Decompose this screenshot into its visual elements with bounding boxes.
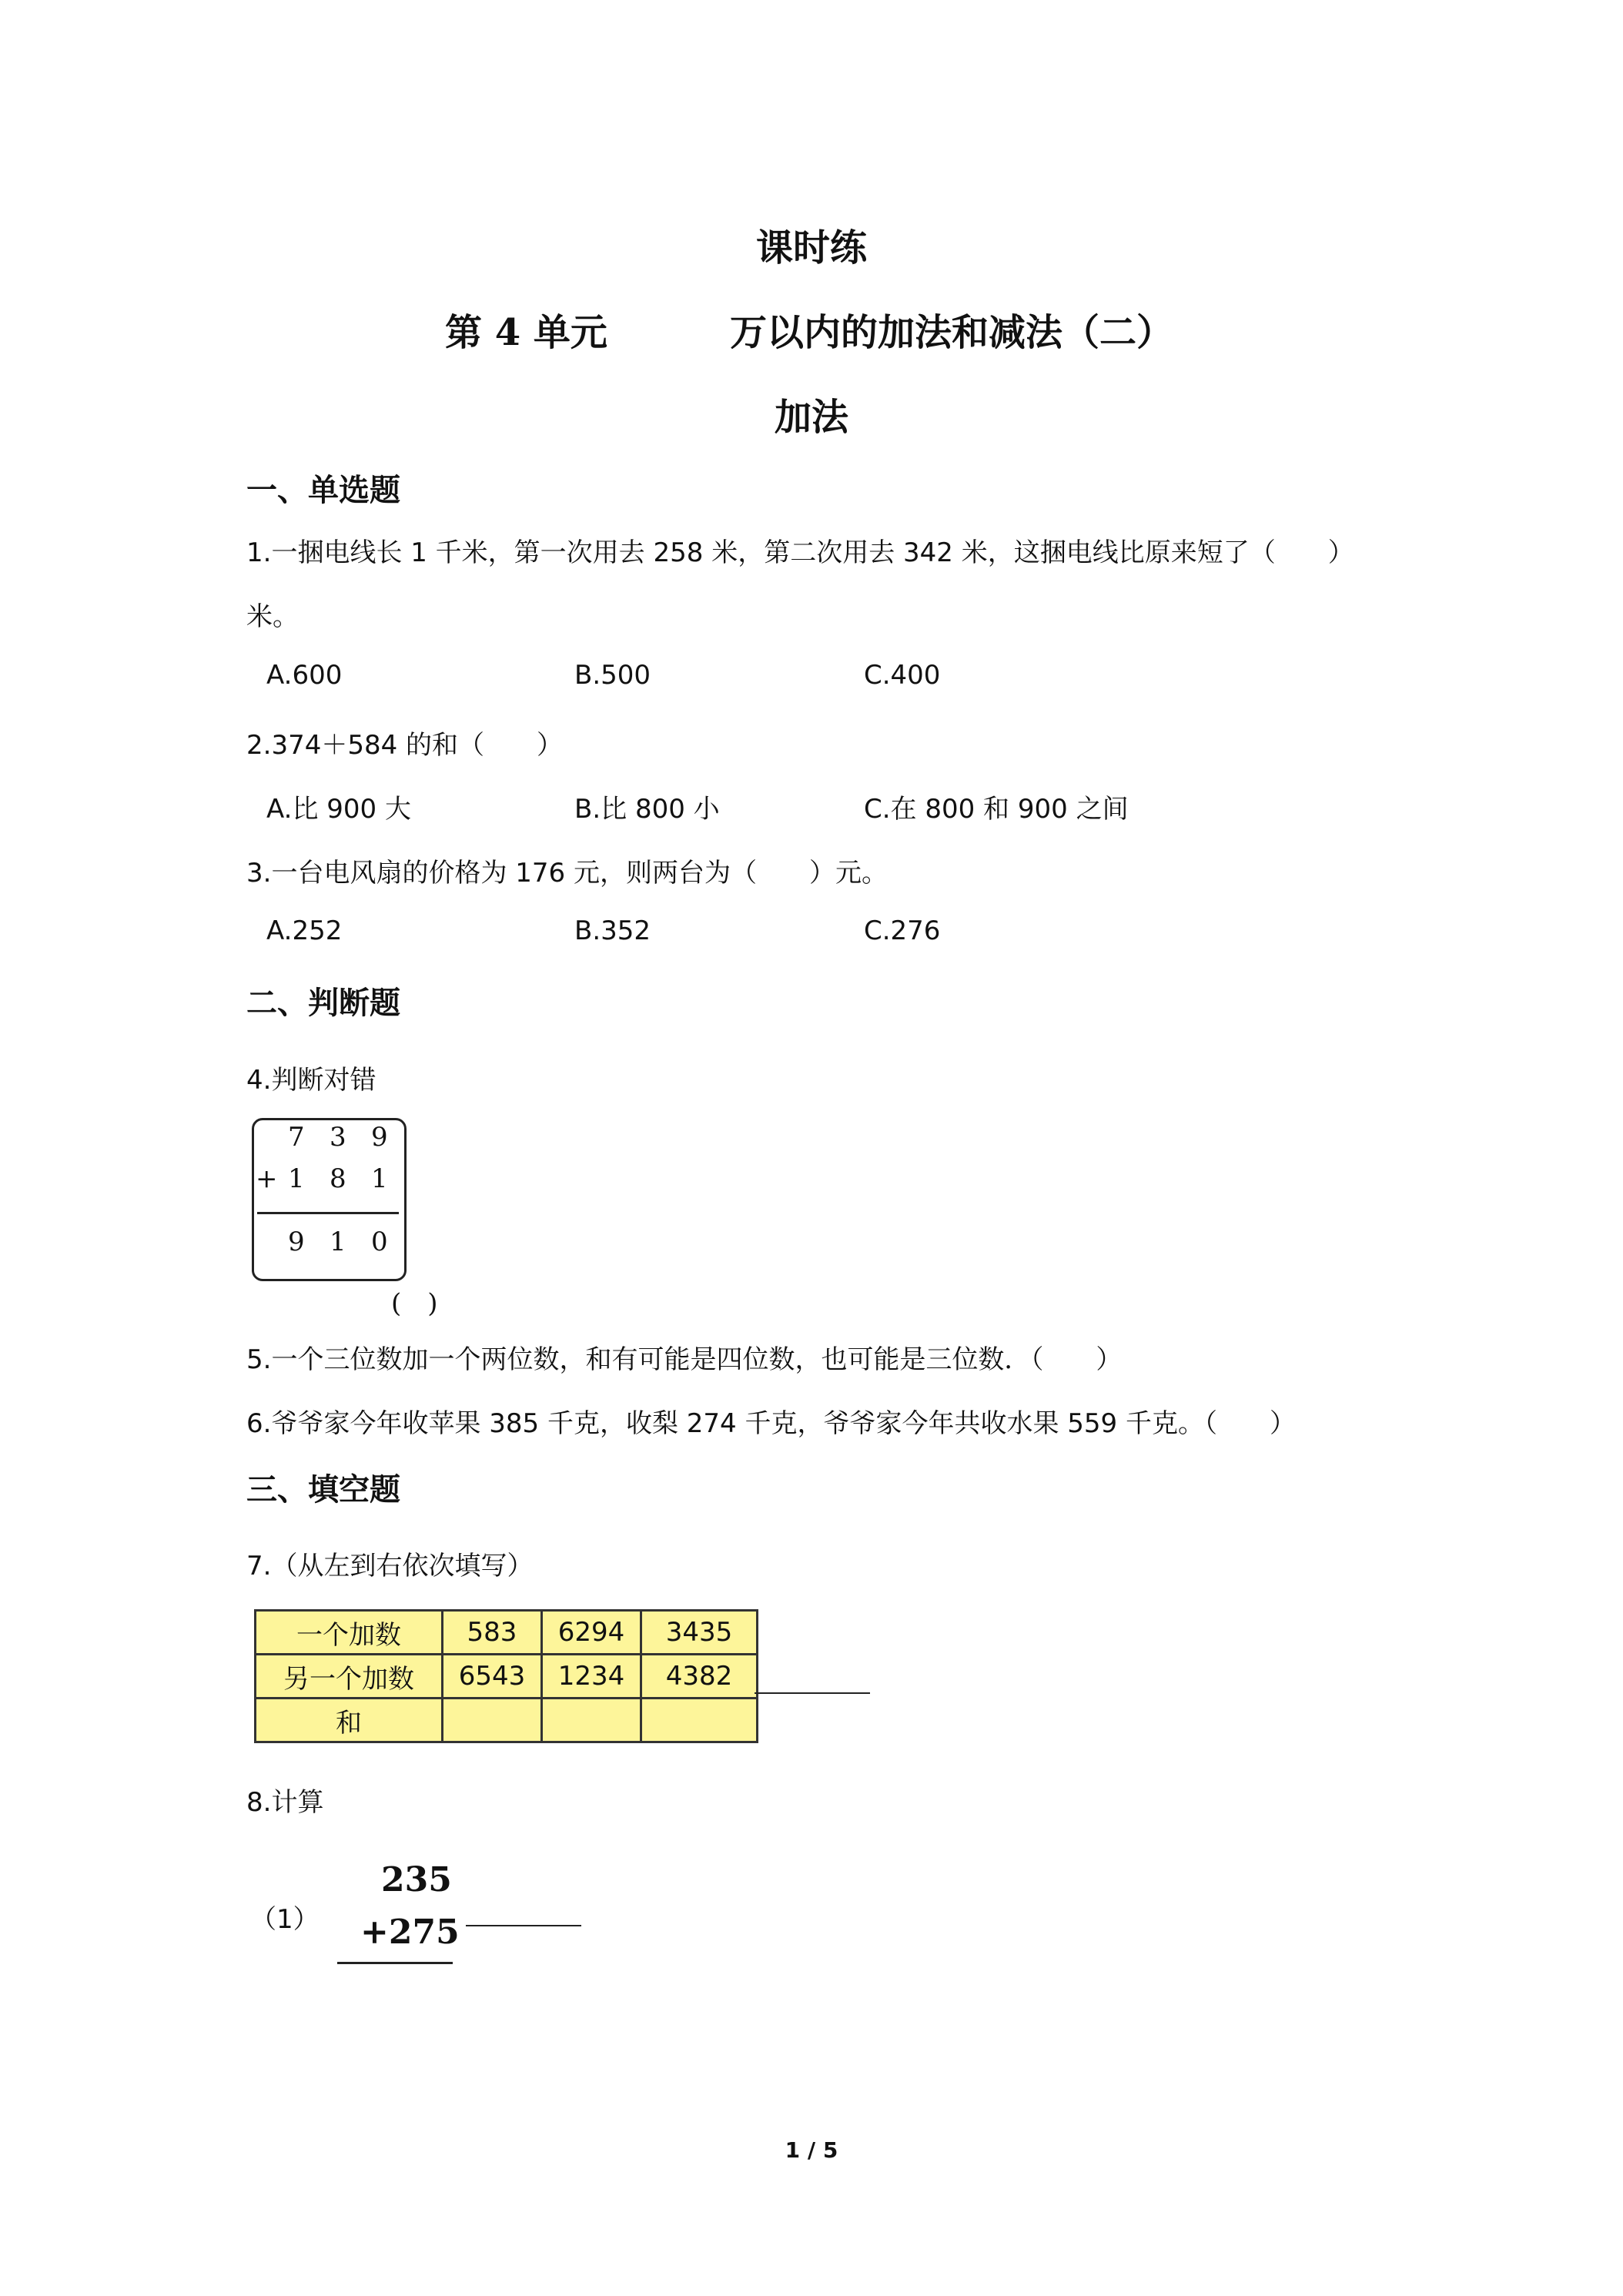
q1-option-c[interactable]: C.400 [864, 660, 941, 691]
digit: 7 [288, 1122, 305, 1153]
question-6: 6.爷爷家今年收苹果 385 千克，收梨 274 千克，爷爷家今年共收水果 559 千克。（ ） [246, 1408, 1296, 1439]
digit: 8 [330, 1163, 346, 1194]
table-cell: 1234 [542, 1655, 641, 1699]
calc-bottom-number: +275 [360, 1913, 460, 1952]
table-cell: 3435 [641, 1611, 758, 1655]
digit: 1 [330, 1227, 346, 1257]
section-heading-fill-blank: 三、填空题 [246, 1471, 400, 1508]
vertical-addition-box [252, 1118, 407, 1281]
unit-title: 万以内的加法和减法（二） [730, 311, 1174, 354]
unit-label: 第 4 单元 [445, 311, 607, 354]
page-number: 1 / 5 [785, 2137, 838, 2163]
plus-sign: + [256, 1163, 278, 1194]
row-header: 和 [256, 1699, 443, 1742]
calc-sum-line [337, 1962, 453, 1964]
q2-option-a[interactable]: A.比 900 大 [266, 794, 411, 825]
digit: 0 [371, 1227, 388, 1257]
row-header: 另一个加数 [256, 1655, 443, 1699]
q8-answer-blank[interactable] [466, 1925, 581, 1926]
q3-option-a[interactable]: A.252 [266, 915, 343, 946]
question-1-line2: 米。 [246, 601, 299, 632]
digit: 9 [288, 1227, 305, 1257]
question-4: 4.判断对错 [246, 1065, 376, 1096]
lesson-title: 加法 [774, 396, 848, 439]
table-row [256, 1655, 758, 1699]
worksheet-title: 课时练 [755, 226, 867, 269]
digit: 1 [371, 1163, 388, 1194]
question-5: 5.一个三位数加一个两位数，和有可能是四位数，也可能是三位数．（ ） [246, 1344, 1123, 1375]
digit: 1 [288, 1163, 305, 1194]
table-row [256, 1699, 758, 1742]
q1-option-a[interactable]: A.600 [266, 660, 343, 691]
sum-line [257, 1212, 399, 1214]
answer-cell[interactable] [641, 1699, 758, 1742]
question-8: 8.计算 [246, 1787, 324, 1818]
question-1-line1: 1.一捆电线长 1 千米，第一次用去 258 米，第二次用去 342 米，这捆电线比原来短了（ ） [246, 537, 1354, 568]
digit: 9 [371, 1122, 388, 1153]
row-header: 一个加数 [256, 1611, 443, 1655]
question-2: 2.374＋584 的和（ ） [246, 730, 564, 761]
section-heading-true-false: 二、判断题 [246, 985, 400, 1021]
calc-label: （1） [250, 1904, 320, 1935]
table-row [256, 1611, 758, 1655]
q3-option-c[interactable]: C.276 [864, 915, 941, 946]
q4-answer-bracket[interactable]: ( ) [391, 1288, 438, 1319]
section-heading-single-choice: 一、单选题 [246, 472, 400, 508]
table-cell: 6543 [443, 1655, 542, 1699]
digit: 3 [330, 1122, 346, 1153]
table-cell: 4382 [641, 1655, 758, 1699]
question-3: 3.一台电风扇的价格为 176 元，则两台为（ ）元。 [246, 858, 888, 889]
calc-top-number: 235 [381, 1860, 452, 1899]
answer-cell[interactable] [443, 1699, 542, 1742]
question-7: 7.（从左到右依次填写） [246, 1551, 534, 1581]
q1-option-b[interactable]: B.500 [574, 660, 651, 691]
q7-answer-blank[interactable] [755, 1692, 870, 1694]
q2-option-b[interactable]: B.比 800 小 [574, 794, 720, 825]
table-cell: 6294 [542, 1611, 641, 1655]
table-cell: 583 [443, 1611, 542, 1655]
q3-option-b[interactable]: B.352 [574, 915, 651, 946]
answer-cell[interactable] [542, 1699, 641, 1742]
addition-table [254, 1609, 758, 1743]
q2-option-c[interactable]: C.在 800 和 900 之间 [864, 794, 1129, 825]
